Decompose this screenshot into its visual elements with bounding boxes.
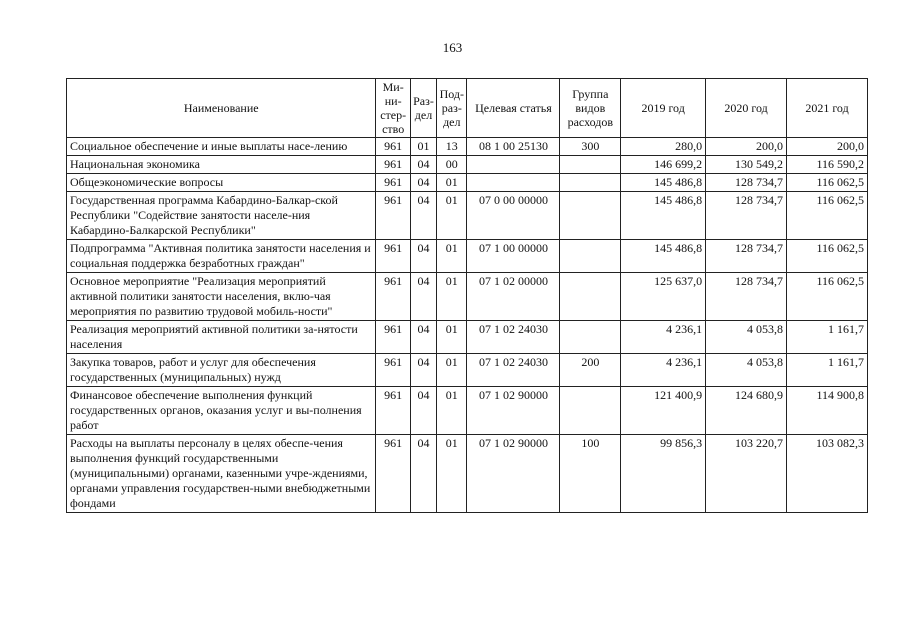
cell-2021: 116 590,2 <box>787 156 868 174</box>
table-row <box>67 354 868 387</box>
cell-group <box>560 156 621 174</box>
cell-ministry: 961 <box>376 354 410 387</box>
header-name: Наименование <box>67 79 376 138</box>
cell-2019: 145 486,8 <box>621 240 706 273</box>
cell-target <box>467 174 560 192</box>
cell-2019: 99 856,3 <box>621 435 706 513</box>
cell-ministry: 961 <box>376 138 410 156</box>
cell-name: Расходы на выплаты персоналу в целях обеспе-чения выполнения функций государственными (муниципальными) органами, казенными учре-ждениями, органами управления государствен-ными внебюджетными фондами <box>67 435 376 513</box>
header-section: Раз-дел <box>410 79 436 138</box>
header-target: Целевая статья <box>467 79 560 138</box>
cell-name: Подпрограмма "Активная политика занятости населения и социальная поддержка безработных граждан" <box>67 240 376 273</box>
header-2020: 2020 год <box>706 79 787 138</box>
cell-target: 07 0 00 00000 <box>467 192 560 240</box>
cell-subsection: 01 <box>437 174 467 192</box>
cell-2020: 128 734,7 <box>706 273 787 321</box>
cell-ministry: 961 <box>376 321 410 354</box>
cell-group <box>560 174 621 192</box>
cell-section: 04 <box>410 435 436 513</box>
header-2021: 2021 год <box>787 79 868 138</box>
cell-section: 04 <box>410 192 436 240</box>
cell-group <box>560 192 621 240</box>
cell-group: 200 <box>560 354 621 387</box>
table-row <box>67 435 868 513</box>
cell-section: 04 <box>410 156 436 174</box>
cell-2019: 145 486,8 <box>621 174 706 192</box>
cell-target: 07 1 02 24030 <box>467 354 560 387</box>
cell-target: 07 1 02 90000 <box>467 435 560 513</box>
cell-2020: 130 549,2 <box>706 156 787 174</box>
cell-2019: 145 486,8 <box>621 192 706 240</box>
cell-target: 07 1 00 00000 <box>467 240 560 273</box>
cell-2021: 116 062,5 <box>787 192 868 240</box>
cell-name: Реализация мероприятий активной политики за-нятости населения <box>67 321 376 354</box>
cell-target: 07 1 02 90000 <box>467 387 560 435</box>
cell-target: 07 1 02 24030 <box>467 321 560 354</box>
cell-name: Государственная программа Кабардино-Балкар-ской Республики "Содействие занятости населе-ния Кабардино-Балкарской Республики" <box>67 192 376 240</box>
table-header-row <box>67 79 868 138</box>
cell-2020: 128 734,7 <box>706 240 787 273</box>
cell-2021: 1 161,7 <box>787 321 868 354</box>
cell-subsection: 01 <box>437 240 467 273</box>
cell-section: 04 <box>410 273 436 321</box>
cell-2019: 4 236,1 <box>621 321 706 354</box>
cell-2020: 128 734,7 <box>706 192 787 240</box>
table-row <box>67 273 868 321</box>
table-row <box>67 321 868 354</box>
cell-ministry: 961 <box>376 174 410 192</box>
cell-ministry: 961 <box>376 387 410 435</box>
cell-2021: 114 900,8 <box>787 387 868 435</box>
cell-name: Национальная экономика <box>67 156 376 174</box>
table-row <box>67 240 868 273</box>
cell-target <box>467 156 560 174</box>
header-group: Группа видов расходов <box>560 79 621 138</box>
cell-section: 04 <box>410 174 436 192</box>
cell-subsection: 01 <box>437 321 467 354</box>
cell-section: 04 <box>410 240 436 273</box>
cell-2019: 125 637,0 <box>621 273 706 321</box>
cell-name: Закупка товаров, работ и услуг для обеспечения государственных (муниципальных) нужд <box>67 354 376 387</box>
cell-group: 100 <box>560 435 621 513</box>
cell-subsection: 01 <box>437 387 467 435</box>
cell-2021: 103 082,3 <box>787 435 868 513</box>
cell-name: Финансовое обеспечение выполнения функций государственных органов, оказания услуг и вы-полнения работ <box>67 387 376 435</box>
cell-2020: 128 734,7 <box>706 174 787 192</box>
cell-2021: 200,0 <box>787 138 868 156</box>
cell-ministry: 961 <box>376 156 410 174</box>
cell-section: 01 <box>410 138 436 156</box>
cell-2021: 116 062,5 <box>787 273 868 321</box>
cell-subsection: 01 <box>437 192 467 240</box>
cell-2020: 4 053,8 <box>706 321 787 354</box>
cell-2020: 124 680,9 <box>706 387 787 435</box>
cell-subsection: 01 <box>437 435 467 513</box>
cell-2021: 116 062,5 <box>787 174 868 192</box>
header-ministry: Ми-ни-стер-ство <box>376 79 410 138</box>
cell-target: 08 1 00 25130 <box>467 138 560 156</box>
table-row <box>67 138 868 156</box>
cell-section: 04 <box>410 387 436 435</box>
cell-group <box>560 321 621 354</box>
cell-group <box>560 240 621 273</box>
cell-section: 04 <box>410 354 436 387</box>
table-row <box>67 192 868 240</box>
cell-name: Социальное обеспечение и иные выплаты насе-лению <box>67 138 376 156</box>
header-2019: 2019 год <box>621 79 706 138</box>
cell-2020: 4 053,8 <box>706 354 787 387</box>
cell-2020: 200,0 <box>706 138 787 156</box>
cell-subsection: 01 <box>437 354 467 387</box>
cell-group <box>560 273 621 321</box>
cell-group: 300 <box>560 138 621 156</box>
cell-subsection: 00 <box>437 156 467 174</box>
cell-2019: 146 699,2 <box>621 156 706 174</box>
cell-group <box>560 387 621 435</box>
table-row <box>67 387 868 435</box>
cell-target: 07 1 02 00000 <box>467 273 560 321</box>
cell-2019: 121 400,9 <box>621 387 706 435</box>
cell-2020: 103 220,7 <box>706 435 787 513</box>
cell-2021: 1 161,7 <box>787 354 868 387</box>
page-number: 163 <box>442 40 463 55</box>
cell-name: Основное мероприятие "Реализация мероприятий активной политики занятости населения, вклю-чая мероприятия по развитию трудовой мобиль-ности" <box>67 273 376 321</box>
budget-table <box>66 78 868 513</box>
cell-ministry: 961 <box>376 273 410 321</box>
cell-ministry: 961 <box>376 435 410 513</box>
cell-subsection: 13 <box>437 138 467 156</box>
cell-ministry: 961 <box>376 192 410 240</box>
cell-2021: 116 062,5 <box>787 240 868 273</box>
table-row <box>67 156 868 174</box>
table-row <box>67 174 868 192</box>
cell-section: 04 <box>410 321 436 354</box>
cell-2019: 280,0 <box>621 138 706 156</box>
header-subsection: Под-раз-дел <box>437 79 467 138</box>
cell-ministry: 961 <box>376 240 410 273</box>
cell-name: Общеэкономические вопросы <box>67 174 376 192</box>
cell-2019: 4 236,1 <box>621 354 706 387</box>
cell-subsection: 01 <box>437 273 467 321</box>
